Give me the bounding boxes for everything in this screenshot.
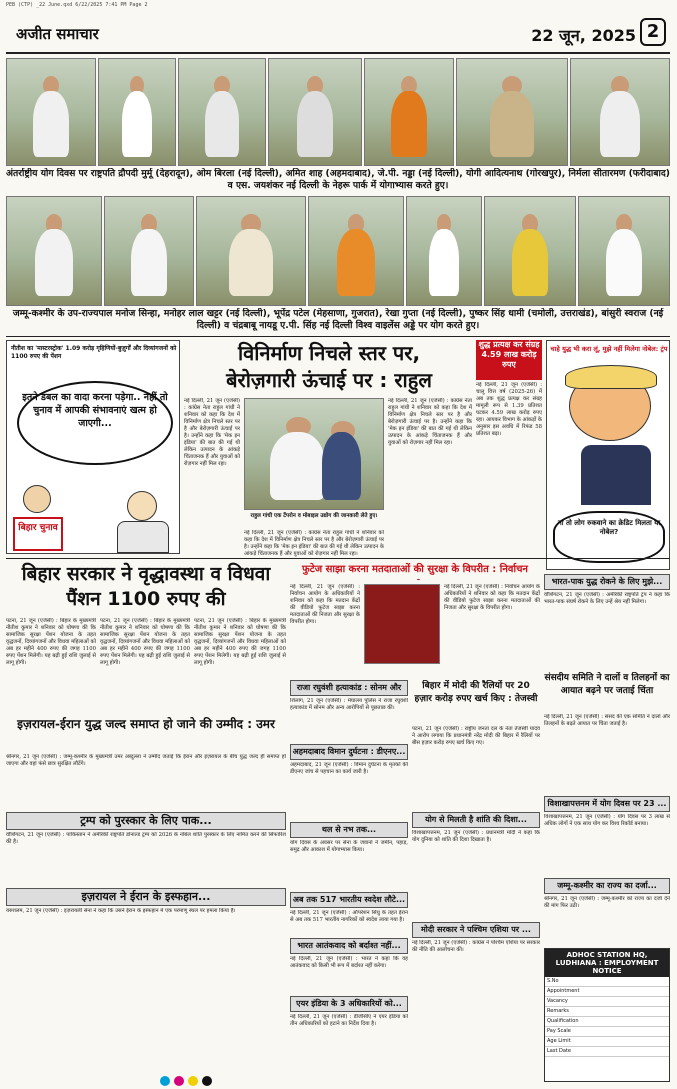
ad-row: Vacancy — [545, 997, 669, 1007]
swadeshi-body: नई दिल्ली, 21 जून (एजेंसी) : ऑपरेशन सिंधु के तहत ईरान से अब तक 517 भारतीय नागरिकों को स्वदेश लाया गया है। — [290, 910, 408, 923]
registration-mark — [202, 1076, 212, 1086]
yoga-peace-headline: योग से मिलती है शांति की दिशा... — [412, 812, 540, 828]
cartoon-figure-head — [23, 485, 51, 513]
indopak-body: वॉशिंगटन, 21 जून (एजेंसी) : अमेरिकी राष्ट्रपति ट्रंप ने कहा कि भारत-पाक संघर्ष रोकने के लिए उन्हें श्रेय नहीं मिलेगा। — [544, 592, 670, 605]
israel-body: यरुशलम, 21 जून (एजेंसी) : इज़रायली सेना ने कहा कि उसने ईरान के इस्फहान में एक परमाणु स्थल पर हमला किया है। — [6, 908, 236, 914]
ad-row: Pay Scale — [545, 1027, 669, 1037]
photo-sitharaman — [456, 58, 568, 166]
bihar-cartoon-title: नीतीश का 'मास्टरस्ट्रोक' 1.09 करोड़ गृहिणियों-बुज़ुर्गों और दिव्यांगजनों को 1100 रुपए की पेंशन — [11, 345, 177, 360]
ad-title: ADHOC STATION HQ, LUDHIANA : EMPLOYMENT NOTICE — [545, 949, 669, 977]
thal-headline: थल से नभ तक... — [290, 822, 408, 838]
bihar-body-col2: पटना, 21 जून (एजेंसी) : बिहार के मुख्यमंत्री नीतीश कुमार ने शनिवार को घोषणा की कि सामाजिक सुरक्षा पेंशन योजना के तहत वृद्धजनों, दिव्यांगजनों और विधवा महिलाओं को अब हर महीने 400 रुपए की जगह 1100 रुपए पेंशन मिलेगी। यह बढ़ी हुई राशि जुलाई से लागू होगी। — [100, 618, 190, 666]
trump-prize-headline: ट्रम्प को पुरस्कार के लिए पाक... — [6, 812, 286, 830]
employment-ad — [544, 948, 670, 1082]
lead-headline — [184, 340, 474, 396]
airindia-headline: एयर इंडिया के 3 अधिकारियों को... — [290, 996, 408, 1012]
bihar-sign: बिहार चुनाव — [13, 517, 63, 551]
cartoon-figure-body — [117, 521, 169, 553]
vizag-headline: विशाखापत्तनम में योग दिवस पर 23 ... — [544, 796, 670, 812]
airindia-body: नई दिल्ली, 21 जून (एजेंसी) : डीजीसीए ने एयर इंडिया को तीन अधिकारियों को हटाने का निर्देश दिया है। — [290, 1014, 408, 1027]
bihar-body-col1: पटना, 21 जून (एजेंसी) : बिहार के मुख्यमंत्री नीतीश कुमार ने शनिवार को घोषणा की कि सामाजिक सुरक्षा पेंशन योजना के तहत वृद्धजनों, दिव्यांगजनों और विधवा महिलाओं को अब हर महीने 400 रुपए की जगह 1100 रुपए पेंशन मिलेगी। यह बढ़ी हुई राशि जुलाई से लागू होगी। — [6, 618, 96, 666]
jk-body: श्रीनगर, 21 जून (एजेंसी) : जम्मू-कश्मीर को राज्य का दर्जा देने की मांग फिर उठी। — [544, 896, 670, 909]
print-slug: PEB (CTP) _22 June.qxd 6/22/2025 7:41 PM Page 2 — [6, 2, 148, 8]
registration-mark — [188, 1076, 198, 1086]
voter-headline: फुटेज साझा करना मतदाताओं की सुरक्षा के विपरीत : निर्वाचन — [302, 564, 528, 575]
photo-nadda — [268, 58, 362, 166]
terror-headline: भारत आतंकवाद को बर्दाश्त नहीं... — [290, 938, 408, 954]
rally-body: पटना, 21 जून (एजेंसी) : राष्ट्रीय जनता दल के नेता तेजस्वी यादव ने आरोप लगाया कि प्रधानमंत्री नरेंद्र मोदी की बिहार में रैलियों पर बीस हज़ार करोड़ रुपए खर्च किए गए। — [412, 726, 540, 746]
photo-birla — [98, 58, 176, 166]
photo-rekha — [308, 196, 404, 306]
divider — [6, 558, 670, 559]
yoga-peace-body: विशाखापत्तनम, 21 जून (एजेंसी) : प्रधानमंत्री मोदी ने कहा कि योग दुनिया को शांति की दिशा दिखाता है। — [412, 830, 540, 843]
photo-dhami — [406, 196, 482, 306]
divider — [6, 336, 670, 337]
photo-shah — [178, 58, 266, 166]
ad-row: Appointment — [545, 987, 669, 997]
ad-row: Qualification — [545, 1017, 669, 1027]
photo-row2-caption: जम्मू-कश्मीर के उप-राज्यपाल मनोज सिन्हा, मनोहर लाल खट्टर (नई दिल्ली), भूपेंद्र पटेल (मेहसाणा, गुजरात), रेखा गुप्ता (नई दिल्ली), पुष्कर सिंह धामी (चमोली, उत्तराखंड), बांसुरी स्वराज (नई दिल्ली) व चंद्रबाबू नायडू ए.पी. सिंह नई दिल्ली विश्व वाइलेंस अड्डे पर योग करते हुए। — [12, 308, 664, 331]
iran-headline: इज़रायल-ईरान युद्ध जल्द समाप्त हो जाने की उम्मीद : उमर — [17, 717, 275, 731]
photo-patel — [196, 196, 306, 306]
lead-photo — [244, 398, 384, 510]
ad-row: Remarks — [545, 1007, 669, 1017]
trump-prize-body: वॉशिंगटन, 21 जून (एजेंसी) : पाकिस्तान ने अमेरिकी राष्ट्रपति डोनाल्ड ट्रम्प को 2026 के नोबेल शांति पुरस्कार के लिए नामित करने की सिफारिश की है। — [6, 832, 286, 845]
terror-body: नई दिल्ली, 21 जून (एजेंसी) : भारत ने कहा कि वह आतंकवाद को किसी भी रूप में बर्दाश्त नहीं करेगा। — [290, 956, 408, 969]
voter-body-col2: नई दिल्ली, 21 जून (एजेंसी) : निर्वाचन आयोग के अधिकारियों ने शनिवार को कहा कि मतदान केंद्रों की वीडियो फुटेज साझा करना मतदाताओं की निजता और सुरक्षा के विपरीत होगा। — [444, 584, 540, 611]
trump-cartoon-title: चाहे युद्ध भी करा लूं, मुझे नहीं मिलेगा नोबेल: ट्रंप — [550, 345, 668, 353]
bihar-cartoon-bubble: इतने डबल का वादा करना पड़ेगा.. नहीं तो चुनाव में आपकी संभावनाएं खत्म हो जाएगी... — [17, 381, 173, 465]
photo-yogi — [364, 58, 454, 166]
thal-body: योग दिवस के अवसर पर सेना के जवानों ने जमीन, पहाड़, समुद्र और आकाश में योगाभ्यास किया। — [290, 840, 408, 853]
voter-body-col1: नई दिल्ली, 21 जून (एजेंसी) : निर्वाचन आयोग के अधिकारियों ने शनिवार को कहा कि मतदान केंद्रों की वीडियो फुटेज साझा करना मतदाताओं की निजता और सुरक्षा के विपरीत होगा। — [290, 584, 360, 625]
west-asia-headline: मोदी सरकार ने पश्चिम एशिया पर ... — [412, 922, 540, 938]
photo-khattar — [104, 196, 194, 306]
iran-body: श्रीनगर, 21 जून (एजेंसी) : जम्मू-कश्मीर के मुख्यमंत्री उमर अब्दुल्ला ने उम्मीद जताई कि ईरान और इज़रायल के बीच युद्ध जल्द ही समाप्त हो जाएगा और वहां फंसे छात्र सुरक्षित लौटेंगे। — [6, 754, 286, 767]
west-asia-body: नई दिल्ली, 21 जून (एजेंसी) : कांग्रेस ने पश्चिम एशिया पर सरकार की नीति की आलोचना की। — [412, 940, 540, 953]
photo-naidu — [578, 196, 670, 306]
parliament-headline: संसदीय समिति ने दालों व तिलहनों का आयात बढ़ने पर जताई चिंता — [544, 673, 670, 696]
photo-bansuri — [484, 196, 576, 306]
vizag-body: विशाखापत्तनम, 21 जून (एजेंसी) : योग दिवस पर 3 लाख से अधिक लोगों ने एक साथ योग कर विश्व रिकॉर्ड बनाया। — [544, 814, 670, 827]
ad-row: Last Date — [545, 1047, 669, 1057]
lead-body-col1: नई दिल्ली, 21 जून (एजेंसी) : कांग्रेस नेता राहुल गांधी ने शनिवार को कहा कि देश में विनिर्माण क्षेत्र निचले स्तर पर है और बेरोज़गारी ऊंचाई पर है। उन्होंने कहा कि 'मेक इन इंडिया' की बात की गई थी लेकिन उत्पादन के आंकड़े चिंताजनक हैं और युवाओं को रोज़गार नहीं मिल रहा। — [184, 398, 240, 467]
registration-mark — [160, 1076, 170, 1086]
bihar-body-col3: पटना, 21 जून (एजेंसी) : बिहार के मुख्यमंत्री नीतीश कुमार ने शनिवार को घोषणा की कि सामाजिक सुरक्षा पेंशन योजना के तहत वृद्धजनों, दिव्यांगजनों और विधवा महिलाओं को अब हर महीने 400 रुपए की जगह 1100 रुपए पेंशन मिलेगी। यह बढ़ी हुई राशि जुलाई से लागू होगी। — [194, 618, 286, 666]
masthead — [6, 12, 670, 54]
tax-headline: शुद्ध प्रत्यक्ष कर संग्रह 4.59 लाख करोड़ रुपए — [476, 340, 542, 380]
voter-graphic — [364, 584, 440, 664]
registration-mark — [174, 1076, 184, 1086]
ahmedabad-body: अहमदाबाद, 21 जून (एजेंसी) : विमान दुर्घटना के मृतकों की डीएनए जांच से पहचान का कार्य जारी है। — [290, 762, 408, 775]
raja-body: शिलांग, 21 जून (एजेंसी) : मेघालय पुलिस ने राजा रघुवंशी हत्याकांड में सोनम और अन्य आरोपियों से पूछताछ की। — [290, 698, 408, 711]
cartoon-figure-head-2 — [127, 491, 157, 521]
jk-headline: जम्मू-कश्मीर का राज्य का दर्जा... — [544, 878, 670, 894]
trump-cartoon — [546, 340, 670, 570]
trump-suit — [581, 445, 651, 505]
photo-jaishankar — [570, 58, 670, 166]
raja-headline: राजा रघुवंशी हत्याकांड : सोनम और — [290, 680, 408, 696]
lead-body-col2: नई दिल्ली, 21 जून (एजेंसी) : कांग्रेस नेता राहुल गांधी ने शनिवार को कहा कि देश में विनिर्माण क्षेत्र निचले स्तर पर है और बेरोज़गारी ऊंचाई पर है। उन्होंने कहा कि 'मेक इन इंडिया' की बात की गई थी लेकिन उत्पादन के आंकड़े चिंताजनक हैं और युवाओं को रोज़गार नहीं मिल रहा। — [244, 530, 384, 557]
lead-headline-line2: बेरोज़गारी ऊंचाई पर : राहुल — [226, 368, 432, 392]
lead-headline-line1: विनिर्माण निचले स्तर पर, — [237, 341, 421, 365]
photo-sinha — [6, 196, 102, 306]
page-number: 2 — [640, 18, 666, 46]
bihar-cartoon — [6, 340, 180, 554]
lead-photo-caption: राहुल गांधी एक टेंपरोन व मोबाइल उद्योग की जानकारी लेते हुए। — [250, 513, 378, 519]
parliament-body: नई दिल्ली, 21 जून (एजेंसी) : संसद की एक समिति ने दालों और तिलहनों के बढ़ते आयात पर चिंता जताई है। — [544, 714, 670, 727]
trump-hair — [565, 365, 657, 389]
bihar-headline: बिहार सरकार ने वृद्धावस्था व विधवा पैंशन 1100 रुपए की — [21, 563, 271, 610]
lead-body-col3: नई दिल्ली, 21 जून (एजेंसी) : कांग्रेस नेता राहुल गांधी ने शनिवार को कहा कि देश में विनिर्माण क्षेत्र निचले स्तर पर है और बेरोज़गारी ऊंचाई पर है। उन्होंने कहा कि 'मेक इन इंडिया' की बात की गई थी लेकिन उत्पादन के आंकड़े चिंताजनक हैं और युवाओं को रोज़गार नहीं मिल रहा। — [388, 398, 472, 446]
ad-row: S.No — [545, 977, 669, 987]
israel-headline: इज़रायल ने ईरान के इस्फहान... — [6, 888, 286, 906]
indopak-headline: भारत-पाक युद्ध रोकने के लिए मुझे... — [544, 574, 670, 590]
trump-bubble: ना तो लोग रुकवाने का क्रेडिट मिलता या नोबेल? — [553, 511, 665, 563]
ad-row: Age Limit — [545, 1037, 669, 1047]
swadeshi-headline: अब तक 517 भारतीय स्वदेश लौटे... — [290, 892, 408, 908]
paper-name: अजीत समाचार — [16, 25, 99, 43]
tax-body: नई दिल्ली, 21 जून (एजेंसी) : चालू वित्त वर्ष (2025-26) में अब तक शुद्ध प्रत्यक्ष कर संग्रह मामूली रूप से 1.39 प्रतिशत घटकर 4.59 लाख करोड़ रुपए रहा। आयकर विभाग के आंकड़ों के अनुसार इस अवधि में रिफंड 58 प्रतिशत बढ़ा। — [476, 382, 542, 437]
ahmedabad-headline: अहमदाबाद विमान दुर्घटना : डीएनए... — [290, 744, 408, 760]
rally-headline: बिहार में मोदी की रैलियों पर 20 हज़ार करोड़ रुपए खर्च किए : तेजस्वी — [414, 681, 538, 704]
photo-row1-caption: अंतर्राष्ट्रीय योग दिवस पर राष्ट्रपति द्रौपदी मुर्मू (देहरादून), ओम बिरला (नई दिल्ली), अमित शाह (अहमदाबाद), जे.पी. नड्डा (नई दिल्ली), योगी आदित्यनाथ (गोरखपुर), निर्मला सीतारमण (फरीदाबाद) व एस. जयशंकर नई दिल्ली के नेहरू पार्क में योगाभ्यास करते हुए। — [6, 168, 670, 191]
photo-murmu — [6, 58, 96, 166]
date-line: 22 जून, 2025 — [531, 26, 636, 45]
